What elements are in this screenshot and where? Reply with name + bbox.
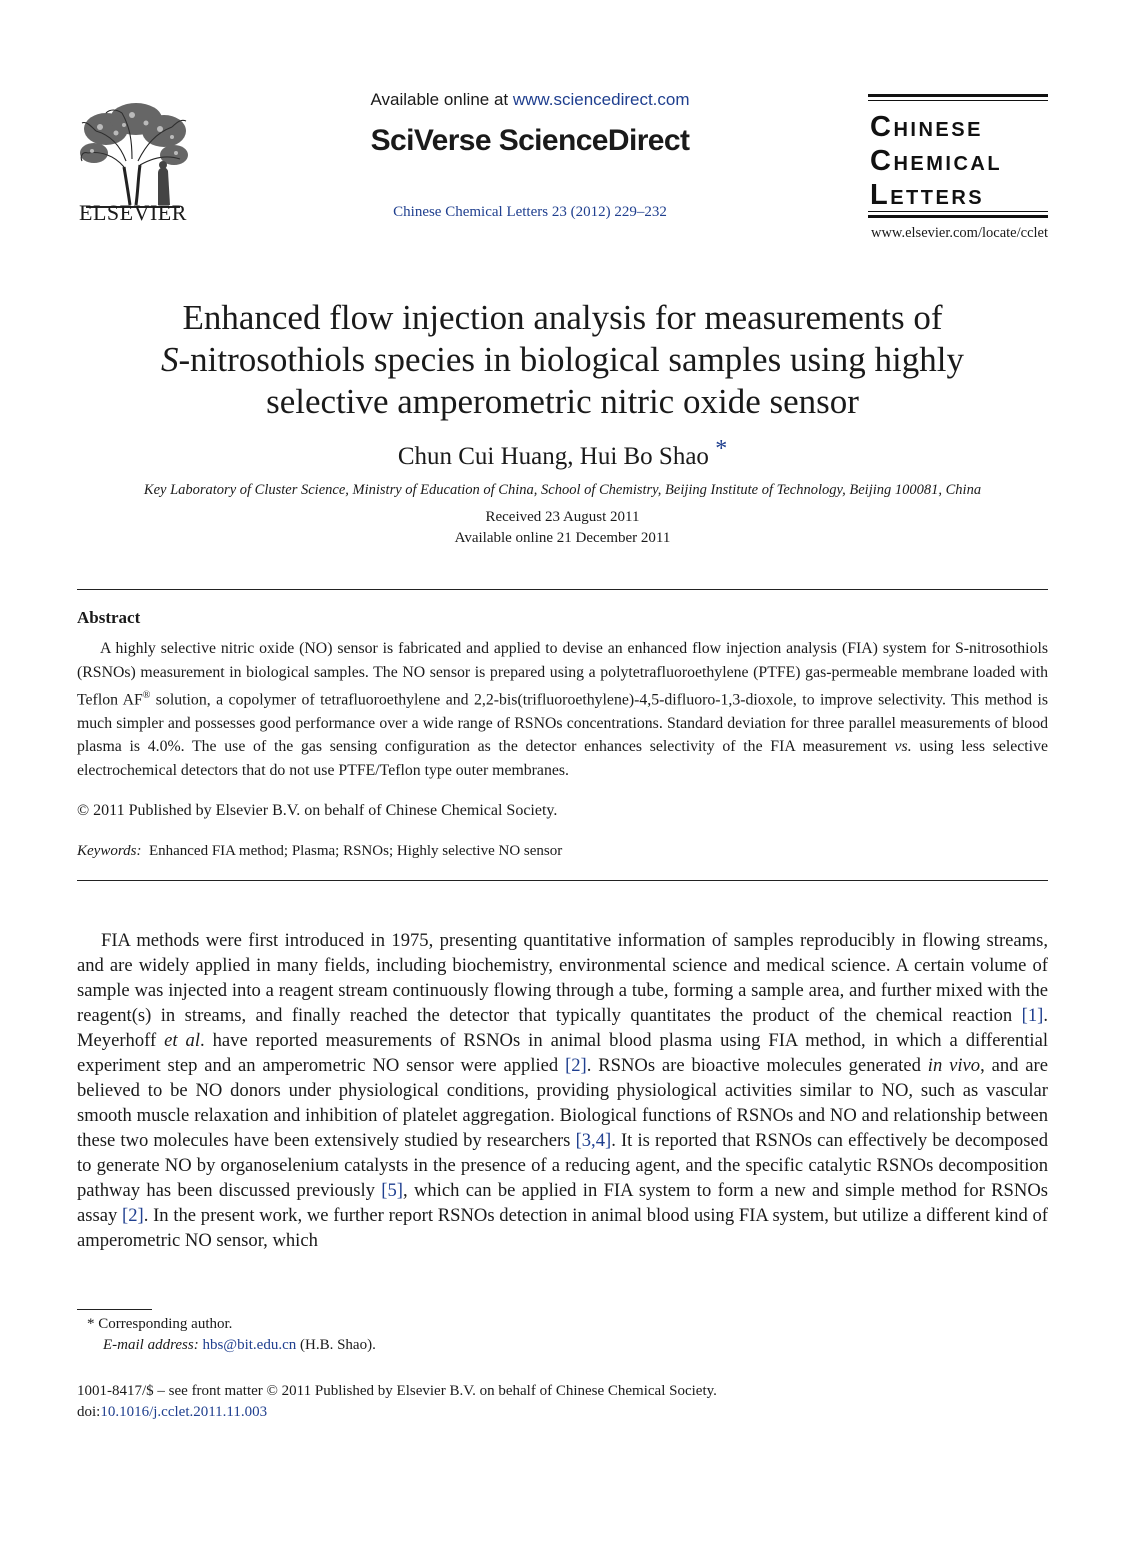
- body-text: FIA methods were first introduced in 1975, presenting quantitative information of samples reproducibly in flowing streams, and are widely applied in many fields, including biochemistry, environmental science and medical science. A certain volume of sample was injected into a reagent stream continuously flowing through a tube, forming a sample area, and further mixed with the reagent(s) in streams, and finally reached the detector that typically quantitates the product of the chemical reaction: [77, 930, 1048, 1026]
- available-online-prefix: Available online at: [370, 90, 513, 109]
- body-italic: et al: [164, 1030, 200, 1051]
- body-text: , and are believed to be NO donors under physiological conditions, providing physiological activities similar to NO, such as vascular smooth muscle relaxation and inhibition of platelet aggregation. Biological functions of RSNOs and NO and relationship between these two molecules have been extensively studied by researchers: [77, 1055, 1048, 1151]
- journal-logo-line: Chinese: [870, 111, 983, 143]
- journal-logo-line: Letters: [870, 179, 985, 211]
- citation-link[interactable]: [5]: [381, 1180, 403, 1201]
- journal-citation[interactable]: [300, 204, 760, 221]
- email-link[interactable]: hbs@bit.edu.cn: [202, 1337, 297, 1353]
- keywords: [77, 843, 562, 860]
- body-text: . Meyerhoff: [77, 1005, 1048, 1051]
- email-label: E-mail address:: [103, 1337, 199, 1353]
- sciverse-logo: SciVerse ScienceDirect: [370, 124, 690, 157]
- keywords-list: Enhanced FIA method; Plasma; RSNOs; Highly selective NO sensor: [148, 843, 563, 859]
- received-date: Received 23 August 2011: [485, 509, 640, 525]
- body-text: . RSNOs are bioactive molecules generated: [586, 1055, 928, 1076]
- doi-line: [77, 1404, 267, 1421]
- corresponding-author-mark[interactable]: *: [715, 436, 728, 462]
- body-text: . In the present work, we further report RSNOs detection in animal blood using FIA system, but utilize a different kind of amperometric NO sensor, which: [77, 1205, 1048, 1251]
- title-italic-s: S: [161, 340, 179, 379]
- author-list: [77, 436, 1048, 471]
- abstract-copyright: © 2011 Published by Elsevier B.V. on behalf of Chinese Chemical Society.: [77, 802, 558, 819]
- authors-text: Chun Cui Huang, Hui Bo Shao: [397, 443, 709, 470]
- title-line: [77, 339, 1048, 381]
- title-line: selective amperometric nitric oxide sensor: [266, 382, 859, 421]
- doi-prefix: doi:: [77, 1404, 101, 1420]
- citation-link[interactable]: [2]: [122, 1205, 144, 1226]
- registered-mark: ®: [142, 690, 151, 701]
- body-text: . have reported measurements of RSNOs in animal blood plasma using FIA method, in which a differential experiment step and an amperometric NO sensor were applied: [77, 1030, 1048, 1076]
- body-paragraph: [77, 928, 1048, 1253]
- doi-link[interactable]: 10.1016/j.cclet.2011.11.003: [100, 1404, 268, 1420]
- journal-logo-line: Chemical: [870, 145, 1003, 177]
- abstract-text: [77, 637, 1048, 782]
- journal-logo-title: [870, 110, 1048, 212]
- citation-link[interactable]: [1]: [1021, 1005, 1044, 1026]
- abstract-text-part: using less selective electrochemical detectors that do not use PTFE/Teflon type outer membranes.: [77, 738, 1048, 779]
- journal-citation-link[interactable]: Chinese Chemical Letters 23 (2012) 229–232: [393, 204, 667, 220]
- paper-title: [77, 297, 1048, 423]
- footnote-rule: [77, 1309, 152, 1310]
- journal-url: www.elsevier.com/locate/cclet: [870, 225, 1048, 241]
- journal-logo: [868, 94, 1048, 220]
- abstract-text-part: A highly selective nitric oxide (NO) sensor is fabricated and applied to devise an enhanced flow injection analysis (FIA) system for S-nitrosothiols (RSNOs) measurement in biological samples. The NO sensor is prepared using a polytetrafluoroethylene (PTFE) gas-permeable membrane loaded with Teflon AF: [77, 640, 1048, 709]
- email-suffix: (H.B. Shao).: [296, 1337, 376, 1353]
- abstract-italic-vs: vs.: [894, 738, 912, 756]
- affiliation: Key Laboratory of Cluster Science, Ministry of Education of China, School of Chemistry, Beijing Institute of Technology, Beijing 100081, China: [143, 482, 982, 498]
- title-line-rest: -nitrosothiols species in biological samples using highly: [178, 340, 964, 379]
- available-online-line: [300, 90, 760, 110]
- available-online-date: Available online 21 December 2011: [454, 530, 671, 546]
- body-text: , which can be applied in FIA system to form a new and simple method for RSNOs assay: [77, 1180, 1048, 1226]
- divider: [77, 589, 1048, 590]
- abstract-heading: Abstract: [77, 608, 141, 627]
- citation-link[interactable]: [3,4]: [575, 1130, 612, 1151]
- email-footnote: [103, 1337, 376, 1354]
- corresponding-author-note: * Corresponding author.: [87, 1316, 233, 1332]
- divider: [77, 880, 1048, 881]
- sciencedirect-link[interactable]: www.sciencedirect.com: [512, 90, 690, 109]
- body-text: . It is reported that RSNOs can effectively be decomposed to generate NO by organoselenium catalysts in the presence of a reducing agent, and the specific catalytic RSNOs decomposition pathway has been discussed previously: [77, 1130, 1048, 1201]
- citation-link[interactable]: [2]: [565, 1055, 587, 1076]
- keywords-label: Keywords:: [77, 843, 142, 859]
- issn-copyright-line: 1001-8417/$ – see front matter © 2011 Published by Elsevier B.V. on behalf of Chinese Chemical Society.: [77, 1383, 717, 1399]
- title-line: Enhanced flow injection analysis for measurements of: [182, 298, 943, 337]
- elsevier-wordmark: ELSEVIER: [79, 200, 187, 225]
- abstract-text-part: solution, a copolymer of tetrafluoroethylene and 2,2-bis(trifluoroethylene)-4,5-difluoro-1,3-dioxole, to improve selectivity. This method is much simpler and possesses good performance over a wide range of RSNOs concentrations. Standard deviation for three parallel measurements of blood plasma is 4.0%. The use of the gas sensing configuration as the detector enhances selectivity of the FIA measurement: [77, 691, 1048, 756]
- body-italic: in vivo: [927, 1055, 981, 1076]
